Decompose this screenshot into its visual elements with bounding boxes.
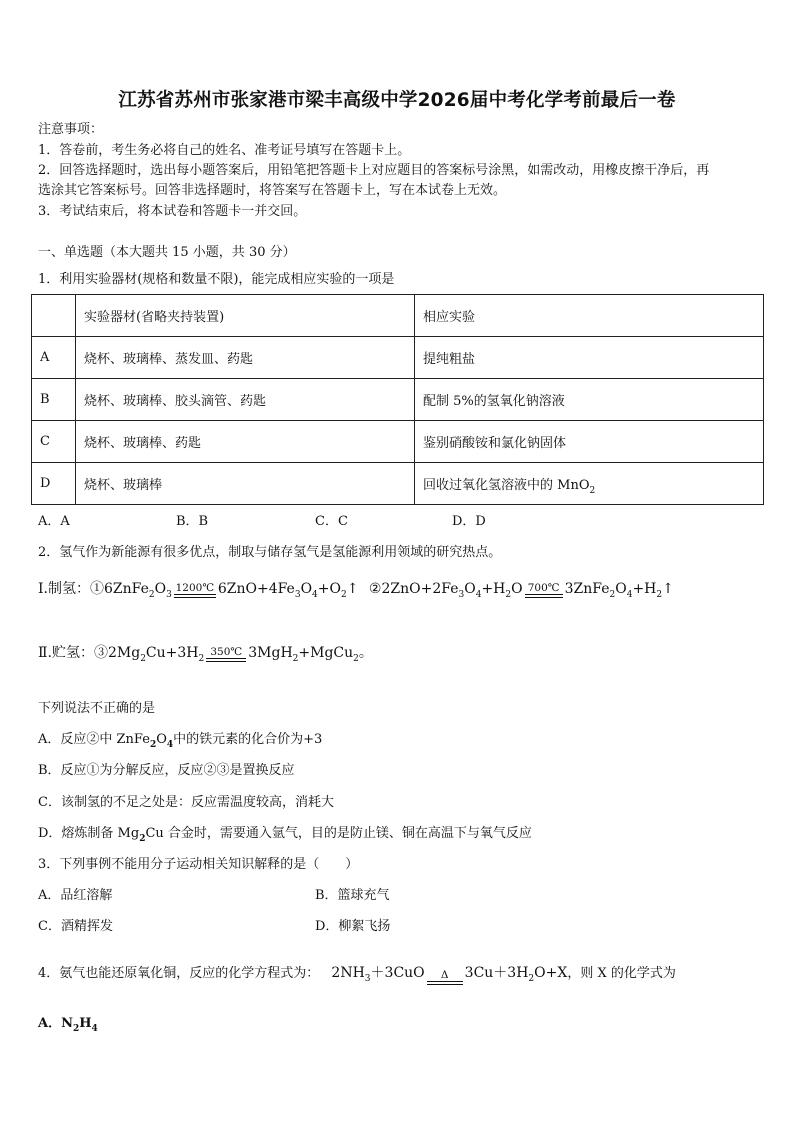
question-3-stem: 3．下列事例不能用分子运动相关知识解释的是（ ） <box>38 857 359 872</box>
question-1-table <box>31 294 764 505</box>
table-cell: D <box>32 463 76 505</box>
table-row <box>32 421 764 463</box>
option-d: D．柳絮飞扬 <box>315 919 391 934</box>
equation-left: 6ZnFe <box>103 581 149 597</box>
option-c: C．酒精挥发 <box>38 919 113 934</box>
option-a: A．$N_2H_4$ <box>38 1016 98 1034</box>
equation: $2NH_3+3CuO$ Δ $3Cu+3H_2O+X$ <box>331 965 568 984</box>
table-header-cell: 实验器材(省略夹持装置) <box>76 295 415 337</box>
table-header-row <box>32 295 764 337</box>
notice-item: 选涂其它答案标号。回答非选择题时，将答案写在答题卡上，写在本试卷上无效。 <box>38 183 507 198</box>
equation-right: 6ZnO+4Fe <box>217 581 295 597</box>
equation-label: ② <box>368 581 382 597</box>
notice-heading: 注意事项： <box>38 122 104 137</box>
table-cell: 烧杯、玻璃棒、蒸发皿、药匙 <box>76 337 415 379</box>
table-cell: 烧杯、玻璃棒、胶头滴管、药匙 <box>76 379 415 421</box>
question-2-prompt: 下列说法不正确的是 <box>38 701 156 716</box>
reaction-condition: 700℃ <box>525 583 563 598</box>
equation-line-2: Ⅱ.贮氢：$③2Mg_2Cu+3H_2$ 350℃ 3MgH$_2$+MgCu$_2$。 <box>38 645 373 664</box>
table-row <box>32 463 764 505</box>
equation-left: 2Mg <box>107 645 141 661</box>
reaction-condition: 350℃ <box>206 647 246 662</box>
table-cell: 烧杯、玻璃棒 <box>76 463 415 505</box>
table-cell: 烧杯、玻璃棒、药匙 <box>76 421 415 463</box>
question-1-stem: 1．利用实验器材(规格和数量不限)，能完成相应实验的一项是 <box>38 272 395 287</box>
question-2-stem: 2．氢气作为新能源有很多优点，制取与储存氢气是氢能源利用领域的研究热点。 <box>38 545 502 560</box>
equation-line-1: Ⅰ.制氢：$①6ZnFe_2O_3$ 1200℃ $6ZnO+4Fe_3O_4+O_2↑$ $②2ZnO+2Fe_3O_4+H_2O$ 700℃ $3ZnFe_2O_4+H_2↑$ <box>38 581 674 600</box>
table-cell: 配制 5%的氢氧化钠溶液 <box>415 379 764 421</box>
option-b: B．篮球充气 <box>315 888 390 903</box>
table-cell: B <box>32 379 76 421</box>
notice-item: 3．考试结束后，将本试卷和答题卡一并交回。 <box>38 204 307 219</box>
option-d: D．D <box>452 514 486 529</box>
option-b: B．B <box>176 514 209 529</box>
table-cell: 提纯粗盐 <box>415 337 764 379</box>
table-cell: C <box>32 421 76 463</box>
table-header-cell: 相应实验 <box>415 295 764 337</box>
option-c: C．C <box>315 514 348 529</box>
notice-item: 1．答卷前，考生务必将自己的姓名、准考证号填写在答题卡上。 <box>38 143 411 158</box>
table-cell: A <box>32 337 76 379</box>
table-cell-text: 回收过氧化氢溶液中的 MnO <box>423 478 590 493</box>
equation-right: 3ZnFe <box>564 581 610 597</box>
equation-right: 3MgH <box>248 645 293 661</box>
equation-left: 2ZnO+2Fe <box>381 581 459 597</box>
page-title: 江苏省苏州市张家港市梁丰高级中学2026届中考化学考前最后一卷 <box>118 90 676 111</box>
table-cell <box>32 295 76 337</box>
option-a: A．反应②中 $ZnFe_2O_4$中的铁元素的化合价为+3 <box>38 732 323 750</box>
table-row <box>32 337 764 379</box>
table-cell: 鉴别硝酸铵和氯化钠固体 <box>415 421 764 463</box>
reaction-condition: 1200℃ <box>174 583 216 598</box>
option-b: B．反应①为分解反应，反应②③是置换反应 <box>38 763 295 778</box>
equation-label: Ⅰ.制氢：① <box>38 581 104 597</box>
notice-item: 2．回答选择题时，选出每小题答案后，用铅笔把答题卡上对应题目的答案标号涂黑，如需改动，用橡皮擦干净后，再 <box>38 163 710 178</box>
question-4-stem: 4．氨气也能还原氧化铜，反应的化学方程式为： $2NH_3+3CuO$ Δ $3Cu+3H_2O+X$，则 X 的化学式为 <box>38 965 676 984</box>
subscript: 2 <box>589 486 596 496</box>
equation-label: Ⅱ.贮氢：③ <box>38 645 108 661</box>
section-heading: 一、单选题（本大题共 15 小题，共 30 分） <box>38 245 296 260</box>
table-row <box>32 379 764 421</box>
option-a: A．A <box>38 514 70 529</box>
table-cell <box>415 463 764 505</box>
option-a: A．品红溶解 <box>38 888 113 903</box>
option-c: C．该制氢的不足之处是：反应需温度较高，消耗大 <box>38 795 334 810</box>
option-d: D．熔炼制备 $Mg_2Cu$ 合金时，需要通入氩气，目的是防止镁、铜在高温下与氧气反应 <box>38 826 532 844</box>
